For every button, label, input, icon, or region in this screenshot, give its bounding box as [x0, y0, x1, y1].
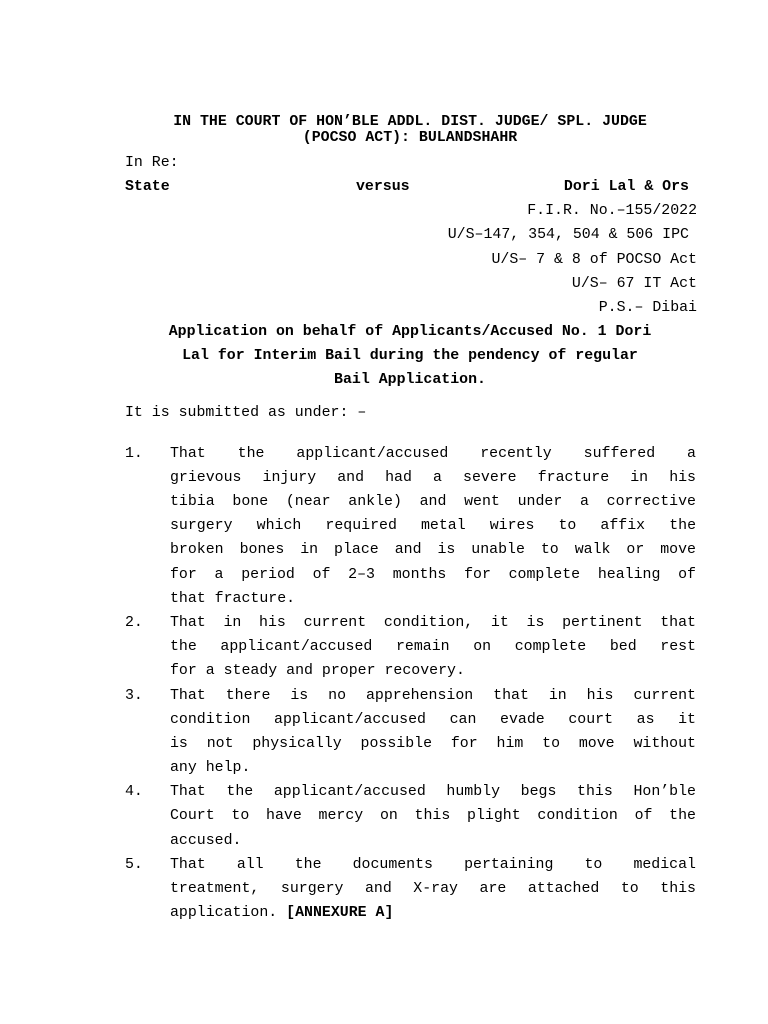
- application-title-line3: Bail Application.: [334, 372, 486, 388]
- court-heading-line2: (POCSO ACT): BULANDSHAHR: [302, 130, 518, 146]
- paragraph-number: 1.: [125, 446, 143, 462]
- court-heading-line1: IN THE COURT OF HON’BLE ADDL. DIST. JUDGE/ SPL. JUDGE: [173, 114, 647, 130]
- versus-label: versus: [356, 179, 410, 195]
- paragraph-line: That in his current condition, it is pertinent that: [170, 615, 696, 631]
- paragraph-line: condition applicant/accused can evade court as it: [170, 712, 696, 728]
- section-it: U/S– 67 IT Act: [571, 276, 697, 292]
- paragraph-line: is not physically possible for him to move without: [170, 736, 696, 752]
- application-title-line1: Application on behalf of Applicants/Accused No. 1 Dori: [168, 324, 652, 340]
- paragraph-number: 4.: [125, 784, 143, 800]
- paragraph-line: accused.: [170, 833, 242, 849]
- in-re-label: In Re:: [125, 155, 179, 171]
- paragraph-last-line: [170, 904, 696, 922]
- court-heading: [110, 114, 710, 146]
- section-pocso: U/S– 7 & 8 of POCSO Act: [491, 252, 697, 268]
- police-station: P.S.– Dibai: [598, 300, 697, 316]
- paragraph-number: 3.: [125, 688, 143, 704]
- paragraph-line: broken bones in place and is unable to walk or move: [170, 542, 696, 558]
- section-ipc: U/S–147, 354, 504 & 506 IPC: [447, 227, 689, 243]
- paragraph-line: surgery which required metal wires to affix the: [170, 518, 696, 534]
- paragraph-line: Court to have mercy on this plight condition of the: [170, 808, 696, 824]
- party-left: State: [125, 179, 170, 195]
- paragraph-line: that fracture.: [170, 591, 296, 607]
- paragraph-line: That all the documents pertaining to medical: [170, 857, 696, 873]
- application-title-line2: Lal for Interim Bail during the pendency of regular: [182, 348, 638, 364]
- paragraph-line-text: application.: [170, 905, 278, 921]
- application-title: [110, 323, 710, 395]
- intro-text: It is submitted as under: –: [125, 405, 367, 421]
- paragraph-line: That the applicant/accused recently suffered a: [170, 446, 696, 462]
- paragraph-line: any help.: [170, 760, 251, 776]
- party-right: Dori Lal & Ors: [563, 179, 689, 195]
- paragraph-line: treatment, surgery and X-ray are attached to this: [170, 881, 696, 897]
- paragraph-line: That there is no apprehension that in his current: [170, 688, 696, 704]
- fir-number: F.I.R. No.–155/2022: [527, 203, 697, 219]
- paragraph-line: for a steady and proper recovery.: [170, 663, 465, 679]
- paragraph-number: 5.: [125, 857, 143, 873]
- paragraph-line: for a period of 2–3 months for complete healing of: [170, 567, 696, 583]
- annexure-reference: [ANNEXURE A]: [286, 905, 394, 921]
- paragraph-line: tibia bone (near ankle) and went under a corrective: [170, 494, 696, 510]
- paragraph-number: 2.: [125, 615, 143, 631]
- paragraph-line: That the applicant/accused humbly begs this Hon’ble: [170, 784, 696, 800]
- paragraph-line: the applicant/accused remain on complete bed rest: [170, 639, 696, 655]
- paragraph-line: grievous injury and had a severe fracture in his: [170, 470, 696, 486]
